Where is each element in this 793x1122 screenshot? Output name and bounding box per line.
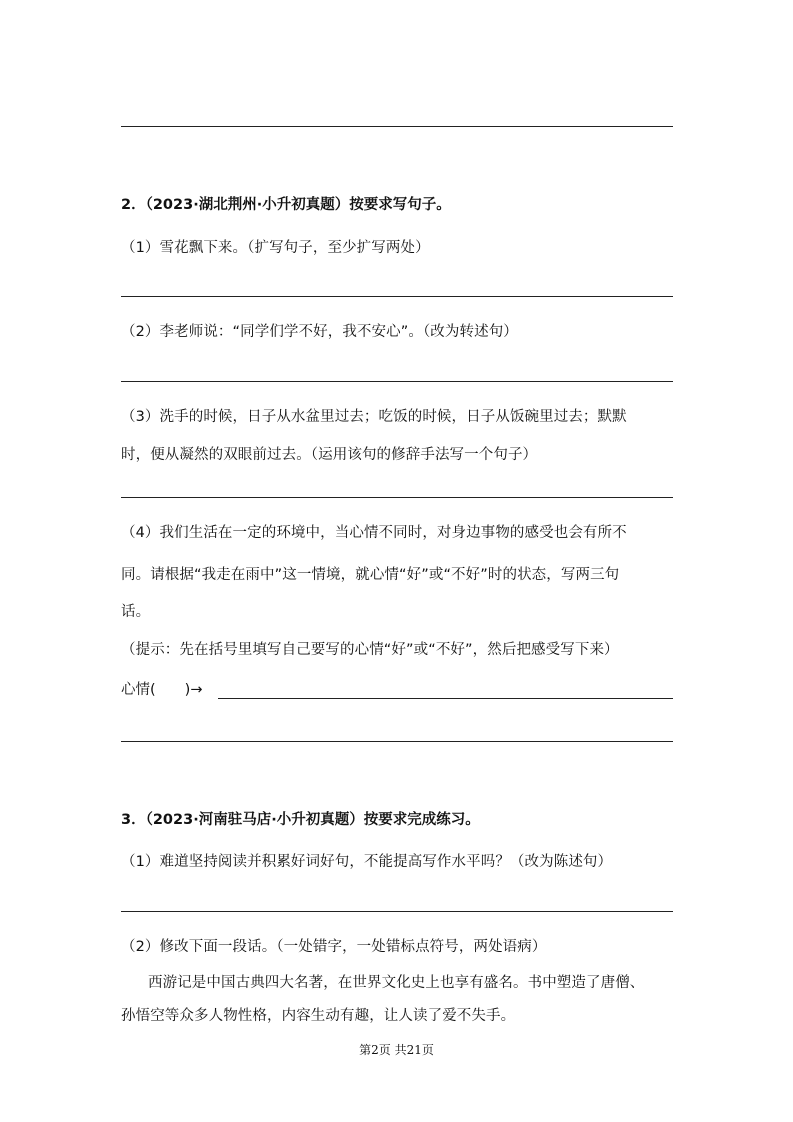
page-number: 第2页 共21页 — [359, 1043, 434, 1057]
mood-label: 心情( )→ — [121, 682, 203, 698]
q2-part-2: （2）李老师说：“同学们学不好，我不安心”。（改为转述句） — [121, 324, 518, 340]
mood-answer-line[interactable] — [218, 698, 673, 699]
q2-part-1: （1）雪花飘下来。（扩写句子，至少扩写两处） — [121, 240, 430, 256]
answer-line — [121, 381, 673, 382]
q2-part-3-line-2: 时，便从凝然的双眼前过去。（运用该句的修辞手法写一个句子） — [121, 447, 538, 463]
q2-hint: （提示：先在括号里填写自己要写的心情“好”或“不好”，然后把感受写下来） — [121, 642, 619, 658]
q2-part-4-line-3: 话。 — [121, 604, 151, 620]
question-3-heading: 3．（2023·河南驻马店·小升初真题）按要求完成练习。 — [121, 812, 480, 828]
answer-line — [121, 497, 673, 498]
answer-line — [121, 296, 673, 297]
q2-part-4-line-2: 同。请根据“我走在雨中”这一情境，就心情“好”或“不好”时的状态，写两三句 — [121, 567, 620, 583]
answer-line — [121, 911, 673, 912]
question-2-heading: 2．（2023·湖北荆州·小升初真题）按要求写句子。 — [121, 197, 451, 213]
q2-part-4-line-1: （4）我们生活在一定的环境中，当心情不同时，对身边事物的感受也会有所不 — [121, 525, 627, 541]
q3-part-1: （1）难道坚持阅读并积累好词好句，不能提高写作水平吗？（改为陈述句） — [121, 854, 613, 870]
answer-line — [121, 741, 673, 742]
q3-passage-line-1: 西游记是中国古典四大名著，在世界文化史上也享有盛名。书中塑造了唐僧、 — [148, 975, 645, 991]
q3-part-2: （2）修改下面一段话。（一处错字，一处错标点符号，两处语病） — [121, 939, 547, 955]
q3-passage-line-2: 孙悟空等众多人物性格，内容生动有趣，让人读了爱不失手。 — [121, 1008, 516, 1024]
answer-line — [121, 126, 673, 127]
q2-part-3-line-1: （3）洗手的时候，日子从水盆里过去；吃饭的时候，日子从饭碗里过去；默默 — [121, 409, 627, 425]
